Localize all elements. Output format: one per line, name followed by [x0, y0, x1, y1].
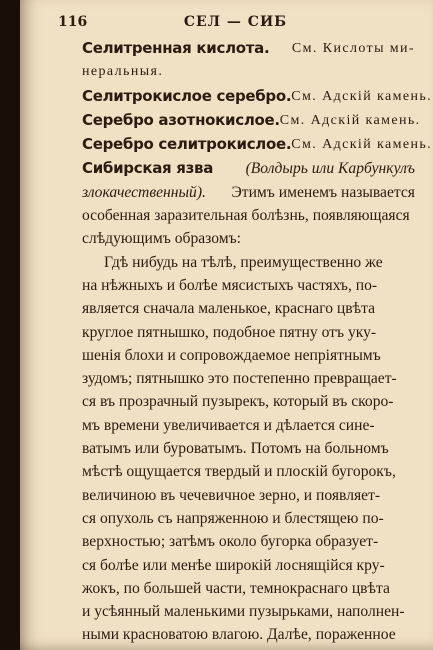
text-line: ся опухоль съ напряженною и блестящею по- [82, 509, 384, 527]
entry-line [82, 133, 433, 156]
text-line: ся болѣе или менѣе широкій лоснящійся кру- [82, 556, 385, 574]
entry-reference: См. Адскій камень. [279, 112, 421, 128]
entry-reference: См. Кислоты ми- [291, 41, 415, 56]
entry-line [82, 157, 415, 180]
text-line: ными красноватою влагою. Далѣе, пораженное [82, 626, 396, 644]
text-line: мѣстѣ ощущается твердый и плоскій бугорокъ, [82, 463, 396, 481]
text-line: зудомъ; пятнышко это постепенно превращает- [82, 370, 397, 388]
entry-term: Селитренная кислота. [82, 39, 270, 57]
text-line: является сначала маленькое, краснаго цвѣта [82, 300, 376, 318]
body-paragraph [82, 251, 415, 647]
entry-text: особенная заразительная болѣзнь, появляющаяся [82, 207, 410, 225]
entry-line [82, 204, 415, 227]
text-line: на нѣжныхъ и болѣе мясистыхъ частяхъ, по- [82, 276, 378, 294]
entry-term: Селитрокислое серебро. [82, 86, 292, 105]
entry-synonyms: злокачественный). [82, 183, 206, 201]
text-line: мъ времени увеличивается и дѣлается сине- [82, 416, 375, 434]
text-line: и усѣянный маленькими пузырьками, наполнен- [82, 603, 405, 621]
running-title: СЕЛ — СИБ [183, 14, 288, 30]
entry-line [82, 181, 415, 204]
entry-term: Серебро селитрокислое. [82, 135, 292, 154]
page-body [82, 36, 433, 647]
page-header [58, 14, 413, 34]
text-line: круглое пятнышко, подобное пятну отъ уку- [82, 323, 377, 341]
text-line: ватымъ или буроватымъ. Потомъ на больномъ [82, 440, 389, 458]
entry-synonyms: (Волдырь или Карбункулъ [245, 160, 415, 178]
entry-text: Этимъ именемъ называется [231, 183, 415, 201]
entry-line [82, 227, 415, 250]
page-number: 116 [58, 14, 88, 30]
book-page [20, 0, 433, 650]
entry-line [82, 85, 433, 108]
text-line: величиною въ чечевичное зерно, и появляет- [82, 486, 381, 504]
entry-text: слѣдующимъ образомъ: [82, 230, 242, 248]
entry-line [82, 37, 415, 60]
entry-line [82, 109, 421, 132]
text-line: жокъ, по большей части, темнокраснаго цвѣта [82, 579, 390, 597]
entry-term: Сибирская язва [82, 159, 214, 178]
text-line: ся въ прозрачный пузырекъ, который въ скоро- [82, 393, 394, 411]
entry-reference: См. Адскій камень. [291, 137, 433, 153]
entry-reference: См. Адскій камень. [291, 88, 433, 104]
entry-line [82, 60, 415, 83]
entry-reference: неральныя. [82, 64, 164, 80]
entry-term: Серебро азотнокислое. [82, 110, 280, 129]
text-line: шенія блохи и сопровождаемое непріятнымъ [82, 346, 381, 364]
text-line: Гдѣ нибудь на тѣлѣ, преимущественно же [104, 253, 383, 271]
text-line: верхностью; затѣмъ около бугорка образует- [82, 533, 379, 551]
